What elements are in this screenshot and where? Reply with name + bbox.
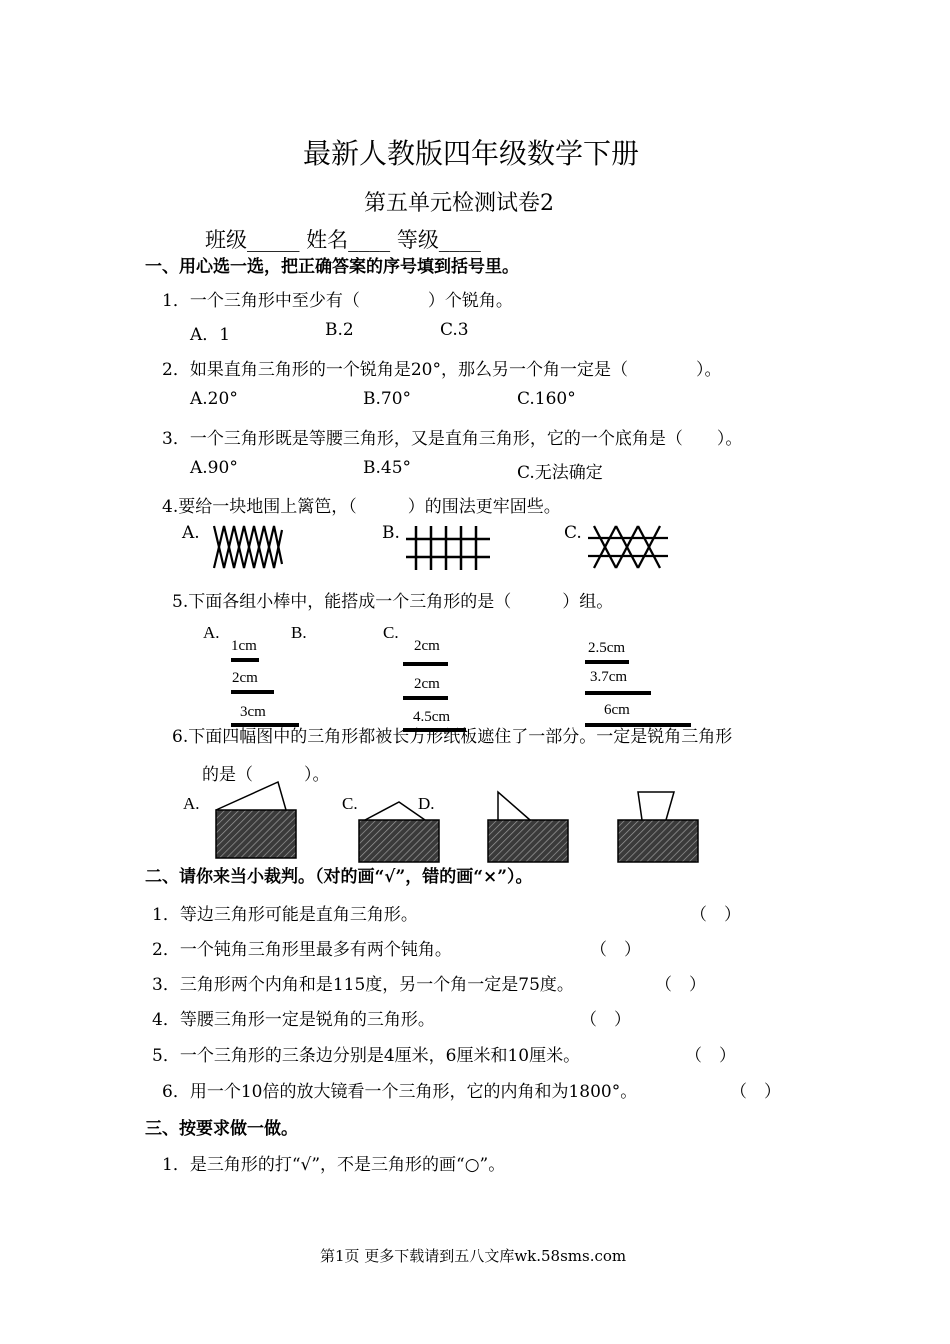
- page-subtitle: 第五单元检测试卷2: [364, 191, 554, 216]
- page-footer: 第1页 更多下载请到五八文库wk.58sms.com: [320, 1247, 627, 1265]
- stick-b1-label: 2cm: [414, 638, 440, 654]
- question-4: 4.要给一块地围上篱笆，（ ）的围法更牢固些。: [162, 497, 561, 517]
- stick-c2: [585, 691, 651, 695]
- stick-b3-label: 4.5cm: [413, 709, 451, 725]
- page-title: 最新人教版四年级数学下册: [303, 137, 640, 170]
- fence-c-diagram: [588, 524, 668, 570]
- section3-question-1: 1．是三角形的打“√”，不是三角形的画“○”。: [162, 1155, 506, 1175]
- section1-heading: 一、用心选一选，把正确答案的序号填到括号里。: [145, 257, 519, 277]
- q4-option-b: B.: [382, 523, 400, 543]
- stick-b2-label: 2cm: [414, 676, 440, 692]
- fence-b-diagram: [406, 526, 490, 570]
- question-5: 5.下面各组小棒中，能搭成一个三角形的是（ ）组。: [172, 592, 614, 612]
- section3-heading: 三、按要求做一做。: [145, 1119, 298, 1139]
- stick-a1-label: 1cm: [231, 638, 257, 654]
- stick-a2: [231, 690, 274, 694]
- section2-heading: 二、请你来当小裁判。（对的画“√”，错的画“×”）。: [145, 867, 533, 887]
- q1-option-b: B.2: [325, 320, 354, 340]
- stick-a2-label: 2cm: [232, 670, 258, 686]
- question-3: 3．一个三角形既是等腰三角形，又是直角三角形，它的一个底角是（ ）。: [162, 429, 743, 449]
- fence-a-diagram: [212, 524, 284, 570]
- q5-option-a: A.: [203, 623, 220, 642]
- stick-c2-label: 3.7cm: [590, 669, 628, 685]
- student-info-line: 班级_____ 姓名____ 等级____: [205, 228, 481, 252]
- question-2: 2．如果直角三角形的一个锐角是20°，那么另一个角一定是（ ）。: [162, 360, 722, 380]
- judge-paren-3: （ ）: [655, 975, 706, 995]
- q6-option-d: D.: [418, 794, 435, 813]
- triangle-figure-a: [212, 780, 302, 862]
- judge-paren-1: （ ）: [690, 905, 741, 925]
- question-6-line2: 的是（ ）。: [202, 765, 330, 785]
- question-1: 1．一个三角形中至少有（ ）个锐角。: [162, 291, 513, 311]
- judge-item-5: 5．一个三角形的三条边分别是4厘米，6厘米和10厘米。: [152, 1046, 581, 1066]
- q4-option-c: C.: [564, 523, 582, 543]
- judge-paren-5: （ ）: [685, 1046, 736, 1066]
- judge-item-4: 4．等腰三角形一定是锐角的三角形。: [152, 1010, 435, 1030]
- stick-c1-label: 2.5cm: [588, 640, 626, 656]
- judge-item-1: 1．等边三角形可能是直角三角形。: [152, 905, 418, 925]
- judge-paren-6: （ ）: [730, 1082, 781, 1102]
- judge-item-3: 3．三角形两个内角和是115度，另一个角一定是75度。: [152, 975, 574, 995]
- judge-item-6: 6．用一个10倍的放大镜看一个三角形，它的内角和为1800°。: [162, 1082, 638, 1102]
- q6-option-a: A.: [183, 794, 200, 813]
- stick-c1: [585, 660, 629, 664]
- stick-b2: [403, 696, 448, 700]
- triangle-figure-b: [355, 798, 445, 864]
- stick-a3-label: 3cm: [240, 704, 266, 720]
- triangle-figure-d: [614, 788, 704, 864]
- q1-option-a: A．1: [190, 325, 231, 345]
- q3-option-a: A.90°: [190, 458, 238, 478]
- q2-option-a: A.20°: [190, 389, 238, 409]
- question-6-line1: 6.下面四幅图中的三角形都被长方形纸板遮住了一部分。一定是锐角三角形: [172, 727, 733, 747]
- q4-option-a: A.: [182, 523, 200, 543]
- q2-option-b: B.70°: [363, 389, 412, 409]
- q5-option-c: C.: [383, 623, 399, 642]
- q2-option-c: C.160°: [517, 389, 576, 409]
- judge-item-2: 2．一个钝角三角形里最多有两个钝角。: [152, 940, 452, 960]
- q1-option-c: C.3: [440, 320, 469, 340]
- q6-option-c: C.: [342, 794, 358, 813]
- triangle-figure-c: [484, 790, 574, 864]
- q3-option-b: B.45°: [363, 458, 412, 478]
- q3-option-c: C.无法确定: [517, 463, 603, 483]
- stick-b1: [403, 662, 448, 666]
- judge-paren-2: （ ）: [590, 940, 641, 960]
- judge-paren-4: （ ）: [580, 1010, 631, 1030]
- stick-c3-label: 6cm: [604, 702, 630, 718]
- stick-a1: [231, 658, 259, 662]
- q5-option-b: B.: [291, 623, 307, 642]
